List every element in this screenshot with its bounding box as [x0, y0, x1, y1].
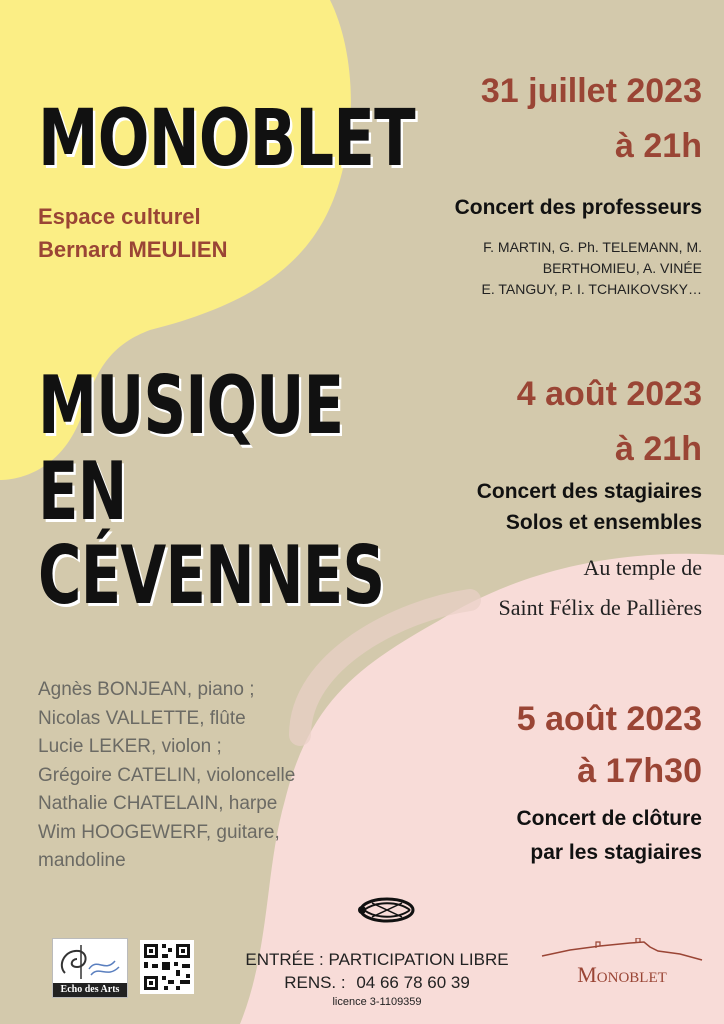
- festival-title-line-2: EN: [38, 445, 127, 538]
- concert-2-title-line-2: Solos et ensembles: [505, 511, 702, 534]
- composers-line: F. MARTIN, G. Ph. TELEMANN, M. BERTHOMIEU, A. VINÉE: [483, 239, 702, 276]
- qr-code[interactable]: [140, 940, 194, 994]
- musicians-list: [38, 676, 295, 876]
- licence-number: licence 3-1109359: [332, 996, 422, 1008]
- musician-item: Wim HOOGEWERF, guitare,: [38, 821, 280, 843]
- festival-title-line-3: CÉVENNES: [38, 529, 385, 622]
- composers-line: E. TANGUY, P. I. TCHAIKOVSKY…: [481, 281, 702, 297]
- concert-3-title-line-2: par les stagiaires: [530, 841, 702, 864]
- entry-info: ENTRÉE : PARTICIPATION LIBRE: [245, 950, 509, 969]
- musician-item: mandoline: [38, 850, 126, 871]
- concert-2-date: 4 août 2023: [516, 375, 702, 413]
- treble-clef-icon: [53, 939, 127, 983]
- monoblet-hill-icon: [540, 938, 704, 964]
- info-label: RENS. :: [284, 973, 346, 992]
- musician-item: Lucie LEKER, violon ;: [38, 736, 222, 757]
- town-logo-text: Monoblet: [577, 962, 667, 987]
- musician-item: Nathalie CHATELAIN, harpe: [38, 793, 278, 814]
- concert-1-date: 31 juillet 2023: [480, 72, 702, 110]
- phone-number[interactable]: 04 66 78 60 39: [356, 973, 470, 992]
- concert-2-location-line-1: Au temple de: [583, 555, 702, 580]
- partner-logo-text: Echo des Arts: [53, 983, 127, 997]
- concert-2-location-line-2: Saint Félix de Pallières: [498, 595, 702, 620]
- festival-title-line-1: MUSIQUE: [38, 359, 344, 452]
- concert-1-title: Concert des professeurs: [454, 196, 702, 219]
- venue-line-1: Espace culturel: [38, 204, 201, 229]
- musician-item: Nicolas VALLETTE, flûte: [38, 707, 246, 729]
- concert-1-composers: [432, 237, 702, 300]
- venue-line-2: Bernard MEULIEN: [38, 237, 228, 262]
- concert-3-time: à 17h30: [577, 752, 702, 790]
- concert-3-date: 5 août 2023: [516, 700, 702, 738]
- cicada-icon: [356, 893, 418, 927]
- town-title: MONOBLET: [38, 94, 415, 184]
- musician-item: Agnès BONJEAN, piano ;: [38, 679, 255, 700]
- concert-2-time: à 21h: [615, 430, 702, 468]
- concert-2-title-line-1: Concert des stagiaires: [476, 480, 702, 503]
- concert-3-title-line-1: Concert de clôture: [516, 807, 702, 830]
- concert-1-time: à 21h: [615, 127, 702, 165]
- contact-info: [222, 971, 532, 994]
- musician-item: Grégoire CATELIN, violoncelle: [38, 764, 296, 786]
- echo-des-arts-logo: [52, 938, 128, 998]
